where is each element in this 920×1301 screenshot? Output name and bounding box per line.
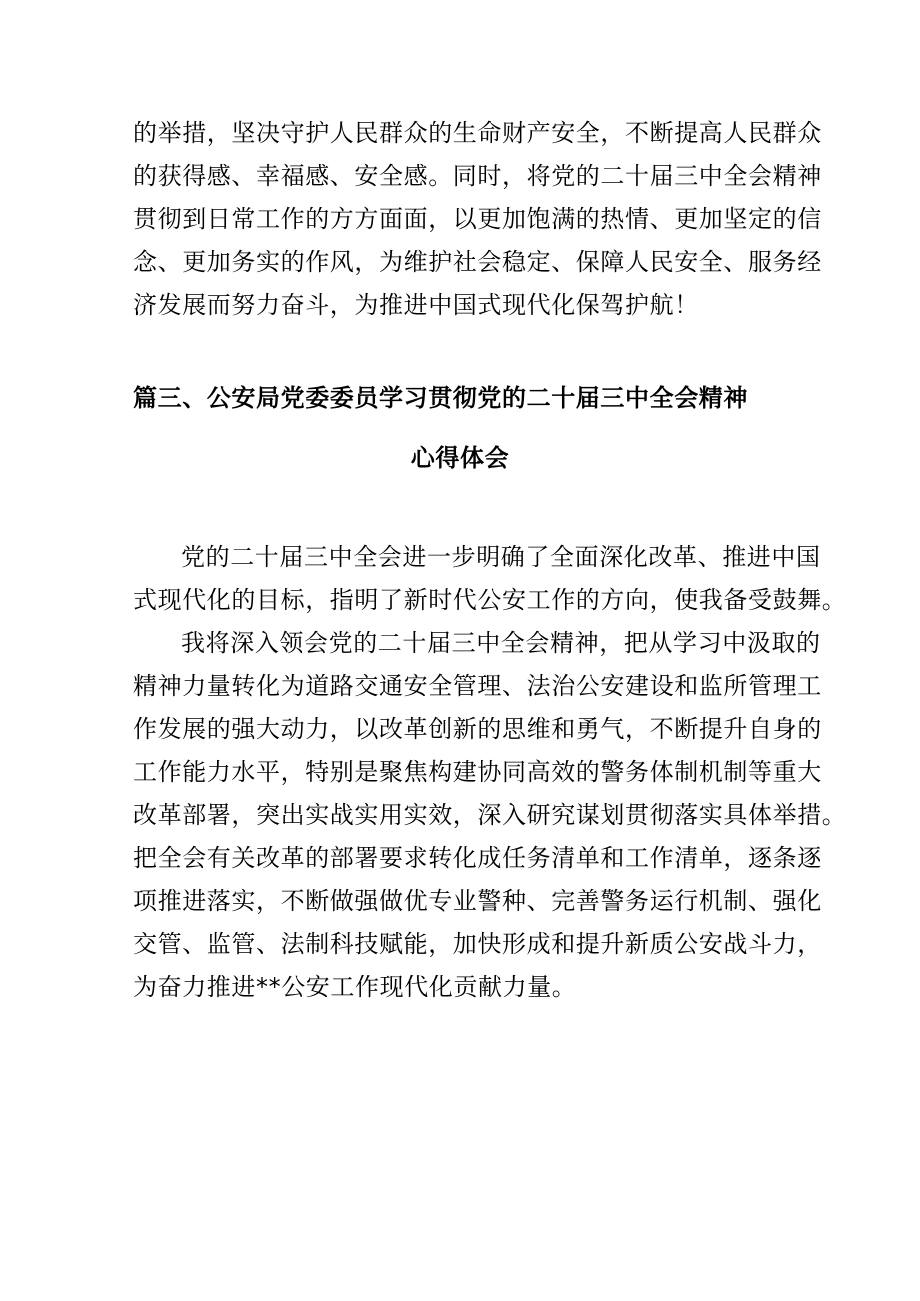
text-line: 念、更加务实的作风，为维护社会稳定、保障人民安全、服务经 <box>133 248 822 276</box>
text-line: 改革部署，突出实战实用实效，深入研究谋划贯彻落实具体举措。 <box>133 801 847 829</box>
text-line: 式现代化的目标，指明了新时代公安工作的方向，使我备受鼓舞。 <box>133 586 847 614</box>
text-line: 济发展而努力奋斗，为推进中国式现代化保驾护航！ <box>133 291 699 319</box>
text-line: 把全会有关改革的部署要求转化成任务清单和工作清单，逐条逐 <box>133 844 822 872</box>
text-line: 我将深入领会党的二十届三中全会精神，把从学习中汲取的 <box>181 629 821 657</box>
text-line: 工作能力水平，特别是聚焦构建协同高效的警务体制机制等重大 <box>133 758 822 786</box>
text-line: 精神力量转化为道路交通安全管理、法治公安建设和监所管理工 <box>133 672 822 700</box>
text-line: 项推进落实，不断做强做优专业警种、完善警务运行机制、强化 <box>133 887 822 915</box>
text-line: 的举措，坚决守护人民群众的生命财产安全，不断提高人民群众 <box>133 119 822 147</box>
heading-line-1: 篇三、公安局党委委员学习贯彻党的二十届三中全会精神 <box>133 384 748 412</box>
text-line: 交管、监管、法制科技赋能，加快形成和提升新质公安战斗力， <box>133 930 822 958</box>
text-line: 为奋力推进**公安工作现代化贡献力量。 <box>133 973 577 1001</box>
text-line: 作发展的强大动力，以改革创新的思维和勇气，不断提升自身的 <box>133 715 822 743</box>
text-line: 的获得感、幸福感、安全感。同时，将党的二十届三中全会精神 <box>133 162 822 190</box>
text-line: 贯彻到日常工作的方方面面，以更加饱满的热情、更加坚定的信 <box>133 205 822 233</box>
heading-line-2: 心得体会 <box>410 444 510 472</box>
text-line: 党的二十届三中全会进一步明确了全面深化改革、推进中国 <box>181 543 821 571</box>
